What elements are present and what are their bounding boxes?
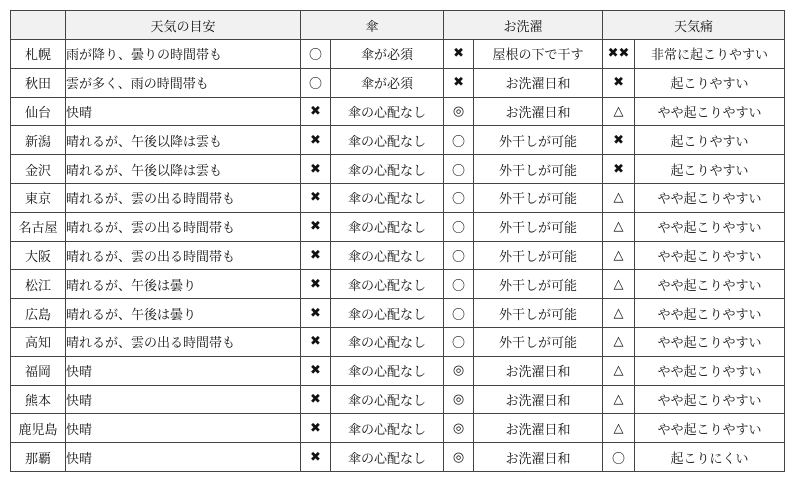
city-name: 新潟 xyxy=(11,126,66,155)
city-name: 鹿児島 xyxy=(11,414,66,443)
weather-summary: 晴れるが、午後は曇り xyxy=(66,270,301,299)
laundry-note: 外干しが可能 xyxy=(474,327,603,356)
laundry-note: お洗濯日和 xyxy=(474,97,603,126)
umbrella-mark: ✖ xyxy=(301,212,331,241)
umbrella-note: 傘の心配なし xyxy=(331,443,444,472)
table-row xyxy=(11,385,785,414)
weather-summary: 雲が多く、雨の時間帯も xyxy=(66,68,301,97)
umbrella-note: 傘の心配なし xyxy=(331,356,444,385)
umbrella-mark: ✖ xyxy=(301,443,331,472)
weather-summary: 晴れるが、雲の出る時間帯も xyxy=(66,212,301,241)
laundry-mark: ◎ xyxy=(444,356,474,385)
laundry-mark: 〇 xyxy=(444,126,474,155)
umbrella-note: 傘の心配なし xyxy=(331,241,444,270)
city-name: 秋田 xyxy=(11,68,66,97)
weather-summary: 晴れるが、午後以降は雲も xyxy=(66,126,301,155)
umbrella-note: 傘の心配なし xyxy=(331,155,444,184)
table-row xyxy=(11,183,785,212)
umbrella-note: 傘が必須 xyxy=(331,40,444,69)
city-name: 高知 xyxy=(11,327,66,356)
table-row xyxy=(11,212,785,241)
laundry-note: 外干しが可能 xyxy=(474,212,603,241)
laundry-mark: ◎ xyxy=(444,385,474,414)
weather-pain-note: やや起こりやすい xyxy=(635,356,785,385)
umbrella-mark: ✖ xyxy=(301,155,331,184)
city-name: 東京 xyxy=(11,183,66,212)
laundry-mark: 〇 xyxy=(444,183,474,212)
weather-pain-note: やや起こりやすい xyxy=(635,385,785,414)
laundry-note: 外干しが可能 xyxy=(474,126,603,155)
weather-summary: 晴れるが、雲の出る時間帯も xyxy=(66,241,301,270)
weather-pain-mark: △ xyxy=(603,270,635,299)
weather-pain-note: やや起こりやすい xyxy=(635,327,785,356)
table-row xyxy=(11,270,785,299)
weather-summary: 快晴 xyxy=(66,414,301,443)
laundry-mark: ◎ xyxy=(444,97,474,126)
umbrella-mark: ✖ xyxy=(301,241,331,270)
table-row xyxy=(11,414,785,443)
weather-pain-note: やや起こりやすい xyxy=(635,299,785,328)
weather-summary: 快晴 xyxy=(66,356,301,385)
weather-pain-note: やや起こりやすい xyxy=(635,270,785,299)
umbrella-note: 傘の心配なし xyxy=(331,126,444,155)
umbrella-mark: ✖ xyxy=(301,270,331,299)
umbrella-mark: ✖ xyxy=(301,126,331,155)
weather-pain-note: やや起こりやすい xyxy=(635,414,785,443)
table-row xyxy=(11,356,785,385)
umbrella-mark: ✖ xyxy=(301,183,331,212)
weather-pain-note: やや起こりやすい xyxy=(635,212,785,241)
weather-pain-note: やや起こりやすい xyxy=(635,241,785,270)
weather-pain-mark: 〇 xyxy=(603,443,635,472)
umbrella-note: 傘の心配なし xyxy=(331,97,444,126)
table-row xyxy=(11,241,785,270)
city-name: 松江 xyxy=(11,270,66,299)
table-row xyxy=(11,126,785,155)
weather-pain-mark: ✖ xyxy=(603,155,635,184)
header-weather: 天気の目安 xyxy=(66,11,301,40)
city-name: 仙台 xyxy=(11,97,66,126)
city-name: 福岡 xyxy=(11,356,66,385)
weather-summary: 快晴 xyxy=(66,385,301,414)
forecast-table xyxy=(10,10,785,472)
laundry-note: 外干しが可能 xyxy=(474,155,603,184)
weather-pain-note: 起こりやすい xyxy=(635,126,785,155)
weather-pain-mark: △ xyxy=(603,212,635,241)
weather-summary: 快晴 xyxy=(66,443,301,472)
umbrella-note: 傘が必須 xyxy=(331,68,444,97)
weather-pain-note: やや起こりやすい xyxy=(635,183,785,212)
header-corner xyxy=(11,11,66,40)
header-weather-pain: 天気痛 xyxy=(603,11,785,40)
weather-summary: 晴れるが、午後以降は雲も xyxy=(66,155,301,184)
laundry-note: 外干しが可能 xyxy=(474,183,603,212)
umbrella-mark: ✖ xyxy=(301,385,331,414)
umbrella-note: 傘の心配なし xyxy=(331,212,444,241)
weather-summary: 晴れるが、午後は曇り xyxy=(66,299,301,328)
laundry-mark: ◎ xyxy=(444,443,474,472)
laundry-note: お洗濯日和 xyxy=(474,443,603,472)
weather-summary: 雨が降り、曇りの時間帯も xyxy=(66,40,301,69)
laundry-mark: 〇 xyxy=(444,299,474,328)
laundry-note: お洗濯日和 xyxy=(474,356,603,385)
umbrella-note: 傘の心配なし xyxy=(331,385,444,414)
weather-pain-note: 非常に起こりやすい xyxy=(635,40,785,69)
weather-summary: 晴れるが、雲の出る時間帯も xyxy=(66,327,301,356)
city-name: 金沢 xyxy=(11,155,66,184)
weather-pain-mark: △ xyxy=(603,299,635,328)
city-name: 名古屋 xyxy=(11,212,66,241)
city-name: 大阪 xyxy=(11,241,66,270)
laundry-mark: ✖ xyxy=(444,68,474,97)
laundry-note: お洗濯日和 xyxy=(474,68,603,97)
weather-summary: 晴れるが、雲の出る時間帯も xyxy=(66,183,301,212)
laundry-mark: 〇 xyxy=(444,327,474,356)
laundry-note: お洗濯日和 xyxy=(474,414,603,443)
weather-pain-note: 起こりやすい xyxy=(635,155,785,184)
umbrella-mark: ✖ xyxy=(301,327,331,356)
table-row xyxy=(11,327,785,356)
weather-pain-mark: △ xyxy=(603,183,635,212)
table-row xyxy=(11,97,785,126)
table-row xyxy=(11,40,785,69)
header-row xyxy=(11,11,785,40)
table-row xyxy=(11,299,785,328)
city-name: 札幌 xyxy=(11,40,66,69)
umbrella-mark: 〇 xyxy=(301,68,331,97)
table-row xyxy=(11,155,785,184)
table-row xyxy=(11,68,785,97)
table-row xyxy=(11,443,785,472)
umbrella-note: 傘の心配なし xyxy=(331,414,444,443)
weather-summary: 快晴 xyxy=(66,97,301,126)
weather-pain-mark: △ xyxy=(603,241,635,270)
laundry-mark: 〇 xyxy=(444,241,474,270)
laundry-mark: 〇 xyxy=(444,212,474,241)
umbrella-mark: ✖ xyxy=(301,97,331,126)
weather-pain-mark: △ xyxy=(603,356,635,385)
weather-pain-mark: ✖ xyxy=(603,126,635,155)
laundry-mark: ◎ xyxy=(444,414,474,443)
weather-pain-mark: ✖ xyxy=(603,68,635,97)
city-name: 広島 xyxy=(11,299,66,328)
city-name: 熊本 xyxy=(11,385,66,414)
laundry-note: 外干しが可能 xyxy=(474,241,603,270)
weather-pain-note: 起こりやすい xyxy=(635,68,785,97)
umbrella-mark: ✖ xyxy=(301,356,331,385)
city-name: 那覇 xyxy=(11,443,66,472)
umbrella-mark: ✖ xyxy=(301,414,331,443)
laundry-mark: ✖ xyxy=(444,40,474,69)
umbrella-note: 傘の心配なし xyxy=(331,299,444,328)
weather-pain-mark: △ xyxy=(603,385,635,414)
umbrella-note: 傘の心配なし xyxy=(331,183,444,212)
laundry-note: 外干しが可能 xyxy=(474,270,603,299)
weather-pain-note: 起こりにくい xyxy=(635,443,785,472)
laundry-mark: 〇 xyxy=(444,155,474,184)
weather-pain-mark: ✖✖ xyxy=(603,40,635,69)
weather-pain-mark: △ xyxy=(603,97,635,126)
header-laundry: お洗濯 xyxy=(444,11,603,40)
header-umbrella: 傘 xyxy=(301,11,444,40)
weather-pain-mark: △ xyxy=(603,414,635,443)
umbrella-mark: 〇 xyxy=(301,40,331,69)
weather-pain-note: やや起こりやすい xyxy=(635,97,785,126)
laundry-mark: 〇 xyxy=(444,270,474,299)
laundry-note: お洗濯日和 xyxy=(474,385,603,414)
laundry-note: 外干しが可能 xyxy=(474,299,603,328)
umbrella-note: 傘の心配なし xyxy=(331,327,444,356)
laundry-note: 屋根の下で干す xyxy=(474,40,603,69)
weather-pain-mark: △ xyxy=(603,327,635,356)
umbrella-note: 傘の心配なし xyxy=(331,270,444,299)
umbrella-mark: ✖ xyxy=(301,299,331,328)
